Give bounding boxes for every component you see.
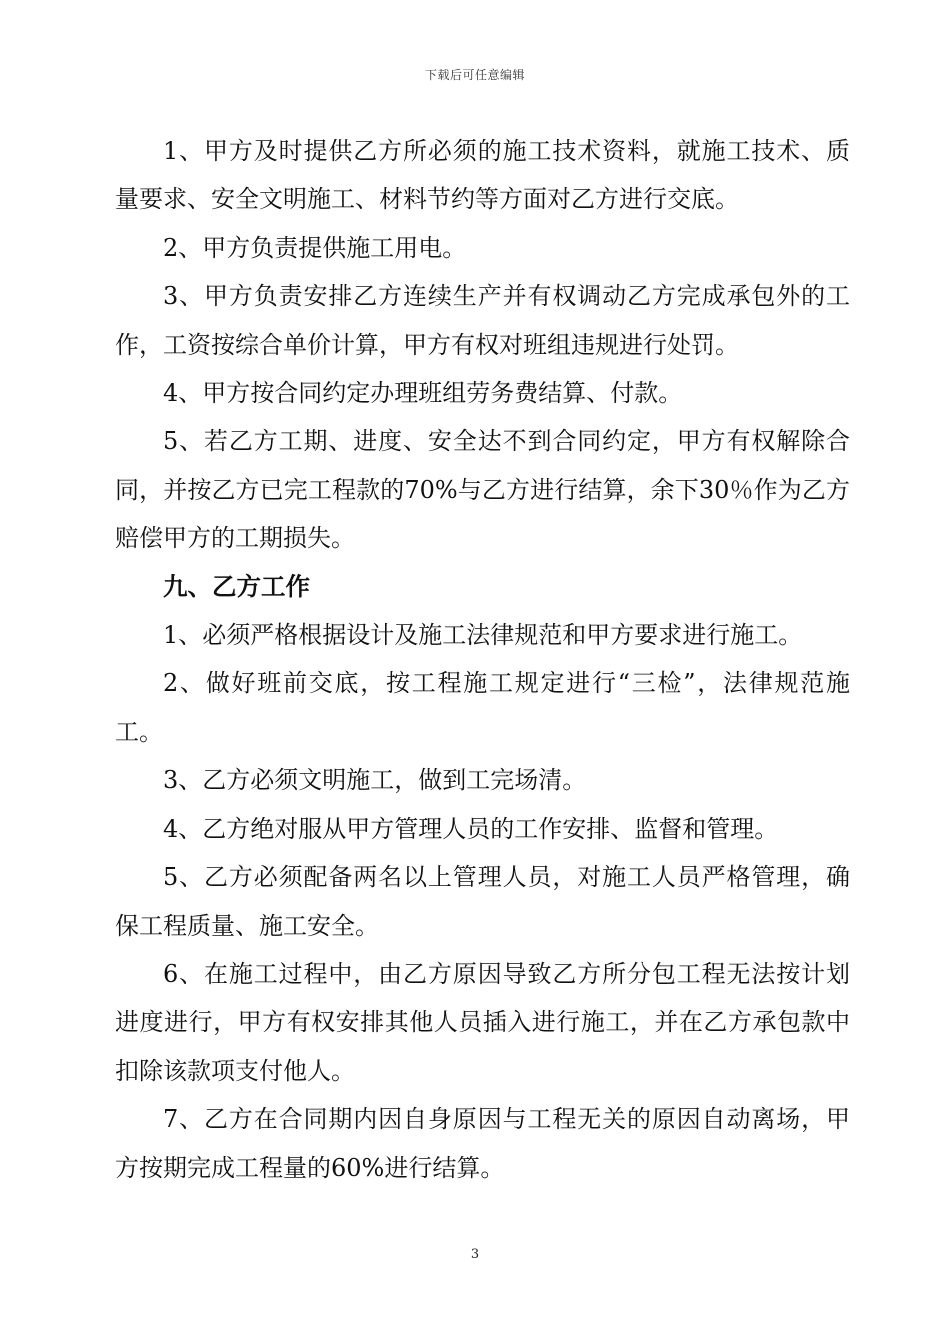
paragraph-a3: 3、甲方负责安排乙方连续生产并有权调动乙方完成承包外的工作，工资按综合单价计算，甲方有权对班组违规进行处罚。: [115, 282, 850, 359]
paragraph-a2: 2、甲方负责提供施工用电。: [163, 233, 467, 262]
paragraph-a1: 1、甲方及时提供乙方所必须的施工技术资料，就施工技术、质量要求、安全文明施工、材料节约等方面对乙方进行交底。: [115, 137, 850, 214]
page-header: 下载后可任意编辑: [424, 68, 525, 82]
paragraph-b2: 2、做好班前交底，按工程施工规定进行“三检”，法律规范施工。: [115, 669, 850, 746]
paragraph-b5: 5、乙方必须配备两名以上管理人员，对施工人员严格管理，确保工程质量、施工安全。: [115, 863, 850, 940]
paragraph-a4: 4、甲方按合同约定办理班组劳务费结算、付款。: [163, 379, 683, 408]
section-heading-9: 九、乙方工作: [163, 571, 310, 601]
page-number: 3: [470, 1247, 480, 1262]
paragraph-b7: 7、乙方在合同期内因自身原因与工程无关的原因自动离场，甲方按期完成工程量的60%进行结算。: [115, 1105, 850, 1182]
paragraph-b3: 3、乙方必须文明施工，做到工完场清。: [163, 766, 587, 795]
paragraph-b6: 6、在施工过程中，由乙方原因导致乙方所分包工程无法按计划进度进行，甲方有权安排其他人员插入进行施工，并在乙方承包款中扣除该款项支付他人。: [115, 959, 850, 1085]
paragraph-a5: 5、若乙方工期、进度、安全达不到合同约定，甲方有权解除合同，并按乙方已完工程款的70%与乙方进行结算，余下30％作为乙方赔偿甲方的工期损失。: [115, 427, 850, 553]
paragraph-b4: 4、乙方绝对服从甲方管理人员的工作安排、监督和管理。: [163, 814, 779, 843]
paragraph-b1: 1、必须严格根据设计及施工法律规范和甲方要求进行施工。: [163, 621, 803, 650]
document-body: [115, 127, 850, 1192]
